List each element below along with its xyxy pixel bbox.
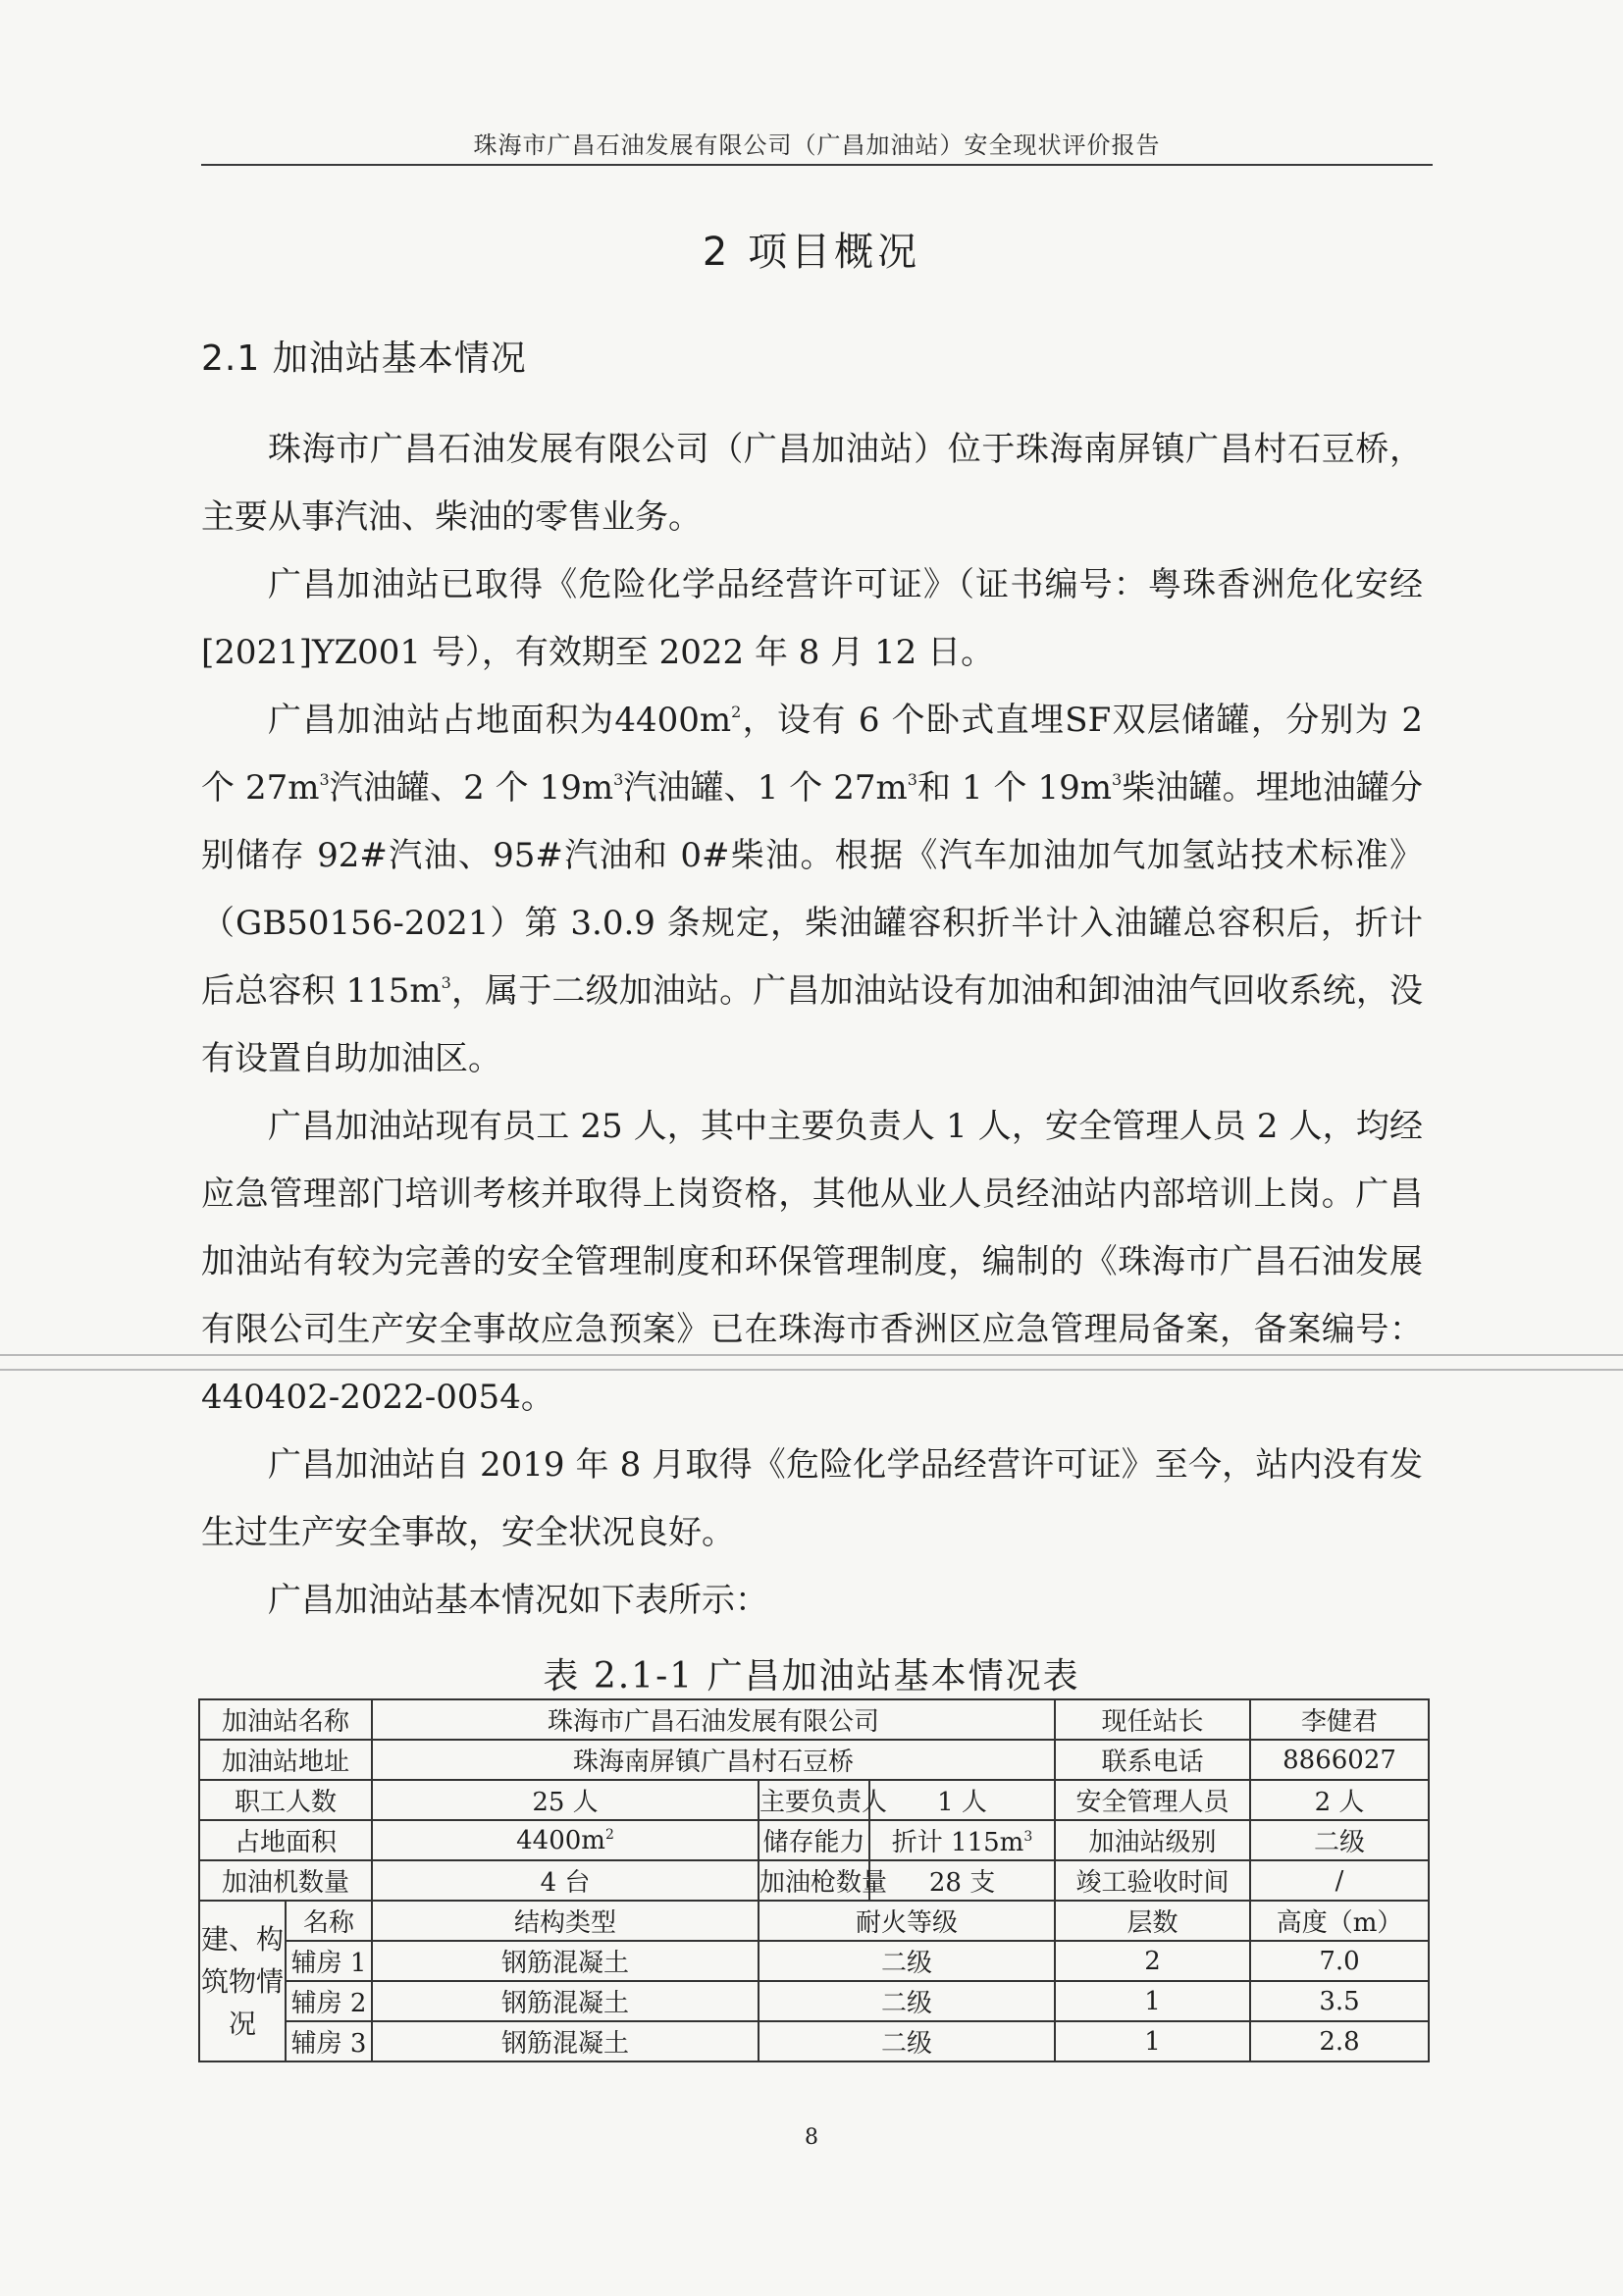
table-cell: 1 人 bbox=[869, 1780, 1055, 1820]
table-header-cell: 结构类型 bbox=[372, 1901, 759, 1941]
paragraph-tanks: 广昌加油站占地面积为$4400m^2$，设有 6 个卧式直埋SF双层储罐，分别为 2 个 $27m^3$汽油罐、2 个 $19m^3$汽油罐、1 个 $27m^3$和 1 个 $19m^3$柴油罐。埋地油罐分别储存 92#汽油、95#汽油和 0#柴油。根据《汽车加油加气加氢站技术标准》（GB50156-2021）第 3.0.9 条规定，柴油罐容积折半计入油罐总容积后，折计后总容积 $115m^3$，属于二级加油站。广昌加油站设有加油和卸油油气回收系统，没有设置自助加油区。 bbox=[201, 701, 1424, 1078]
header-rule bbox=[201, 164, 1433, 166]
table-row bbox=[199, 1820, 1429, 1860]
table-row bbox=[199, 2021, 1429, 2061]
section-title: 2.1 加油站基本情况 bbox=[201, 339, 527, 379]
table-row bbox=[199, 1699, 1429, 1740]
table-cell: 珠海市广昌石油发展有限公司 bbox=[372, 1699, 1055, 1740]
table-cell: 主要负责人 bbox=[759, 1780, 869, 1820]
table-header-cell: 耐火等级 bbox=[759, 1901, 1055, 1941]
table-cell: 8866027 bbox=[1250, 1740, 1429, 1780]
table-caption: 表 2.1-1 广昌加油站基本情况表 bbox=[543, 1656, 1080, 1696]
table-cell: 1 bbox=[1055, 2021, 1250, 2061]
table-row bbox=[199, 1740, 1429, 1780]
table-cell: 28 支 bbox=[869, 1860, 1055, 1901]
table-cell: 折计 $115m^3$ bbox=[869, 1820, 1055, 1860]
table-cell: 加油枪数量 bbox=[759, 1860, 869, 1901]
table-cell: / bbox=[1250, 1860, 1429, 1901]
table-row bbox=[199, 1901, 1429, 1941]
station-info-table bbox=[198, 1698, 1430, 2062]
paragraph-table-intro: 广昌加油站基本情况如下表所示： bbox=[268, 1581, 768, 1620]
scan-artifact-line bbox=[0, 1354, 1623, 1356]
table-cell: 加油站名称 bbox=[199, 1699, 372, 1740]
table-cell: 1 bbox=[1055, 1981, 1250, 2021]
table-row bbox=[199, 1860, 1429, 1901]
building-section-label: 建、构筑物情况 bbox=[199, 1901, 286, 2061]
table-cell: 钢筋混凝土 bbox=[372, 1981, 759, 2021]
table-header-cell: 层数 bbox=[1055, 1901, 1250, 1941]
table-cell: 加油站级别 bbox=[1055, 1820, 1250, 1860]
table-cell: 李健君 bbox=[1250, 1699, 1429, 1740]
table-row bbox=[199, 1780, 1429, 1820]
table-cell: 竣工验收时间 bbox=[1055, 1860, 1250, 1901]
table-cell: 7.0 bbox=[1250, 1941, 1429, 1981]
table-cell: 二级 bbox=[759, 1981, 1055, 2021]
table-cell: 辅房 1 bbox=[286, 1941, 372, 1981]
table-row bbox=[199, 1981, 1429, 2021]
table-cell: 安全管理人员 bbox=[1055, 1780, 1250, 1820]
paragraph-location: 珠海市广昌石油发展有限公司（广昌加油站）位于珠海南屏镇广昌村石豆桥，主要从事汽油、柴油的零售业务。 bbox=[201, 430, 1423, 537]
table-cell: 二级 bbox=[1250, 1820, 1429, 1860]
table-cell: 25 人 bbox=[372, 1780, 759, 1820]
table-cell: 2 人 bbox=[1250, 1780, 1429, 1820]
page-number: 8 bbox=[805, 2125, 818, 2150]
table-cell: 2 bbox=[1055, 1941, 1250, 1981]
scan-artifact-line bbox=[0, 1369, 1623, 1371]
table-cell: 职工人数 bbox=[199, 1780, 372, 1820]
table-cell: 联系电话 bbox=[1055, 1740, 1250, 1780]
table-cell: 二级 bbox=[759, 1941, 1055, 1981]
table-cell: 占地面积 bbox=[199, 1820, 372, 1860]
table-cell: 加油机数量 bbox=[199, 1860, 372, 1901]
table-cell: 辅房 3 bbox=[286, 2021, 372, 2061]
table-header-cell: 名称 bbox=[286, 1901, 372, 1941]
table-header-cell: 高度（m） bbox=[1250, 1901, 1429, 1941]
table-cell: 辅房 2 bbox=[286, 1981, 372, 2021]
body-text bbox=[201, 416, 1423, 1635]
chapter-title: 2 项目概况 bbox=[702, 230, 921, 275]
table-cell: 钢筋混凝土 bbox=[372, 2021, 759, 2061]
table-cell: 二级 bbox=[759, 2021, 1055, 2061]
table-cell: 现任站长 bbox=[1055, 1699, 1250, 1740]
page-header: 珠海市广昌石油发展有限公司（广昌加油站）安全现状评价报告 bbox=[473, 131, 1161, 159]
paragraph-staff: 广昌加油站现有员工 25 人，其中主要负责人 1 人，安全管理人员 2 人，均经应急管理部门培训考核并取得上岗资格，其他从业人员经油站内部培训上岗。广昌加油站有较为完善的安全管理制度和环保管理制度，编制的《珠海市广昌石油发展有限公司生产安全事故应急预案》已在珠海市香洲区应急管理局备案，备案编号：440402-2022-0054。 bbox=[201, 1107, 1423, 1417]
table-cell: 2.8 bbox=[1250, 2021, 1429, 2061]
table-cell: 4 台 bbox=[372, 1860, 759, 1901]
table-cell: 储存能力 bbox=[759, 1820, 869, 1860]
table-cell: 加油站地址 bbox=[199, 1740, 372, 1780]
table-cell: $4400m^2$ bbox=[372, 1820, 759, 1860]
table-row bbox=[199, 1941, 1429, 1981]
paragraph-license: 广昌加油站已取得《危险化学品经营许可证》（证书编号：粤珠香洲危化安经[2021]YZ001 号），有效期至 2022 年 8 月 12 日。 bbox=[201, 565, 1423, 672]
paragraph-safety-record: 广昌加油站自 2019 年 8 月取得《危险化学品经营许可证》至今，站内没有发生过生产安全事故，安全状况良好。 bbox=[201, 1445, 1423, 1552]
table-cell: 珠海南屏镇广昌村石豆桥 bbox=[372, 1740, 1055, 1780]
table-cell: 钢筋混凝土 bbox=[372, 1941, 759, 1981]
table-cell: 3.5 bbox=[1250, 1981, 1429, 2021]
